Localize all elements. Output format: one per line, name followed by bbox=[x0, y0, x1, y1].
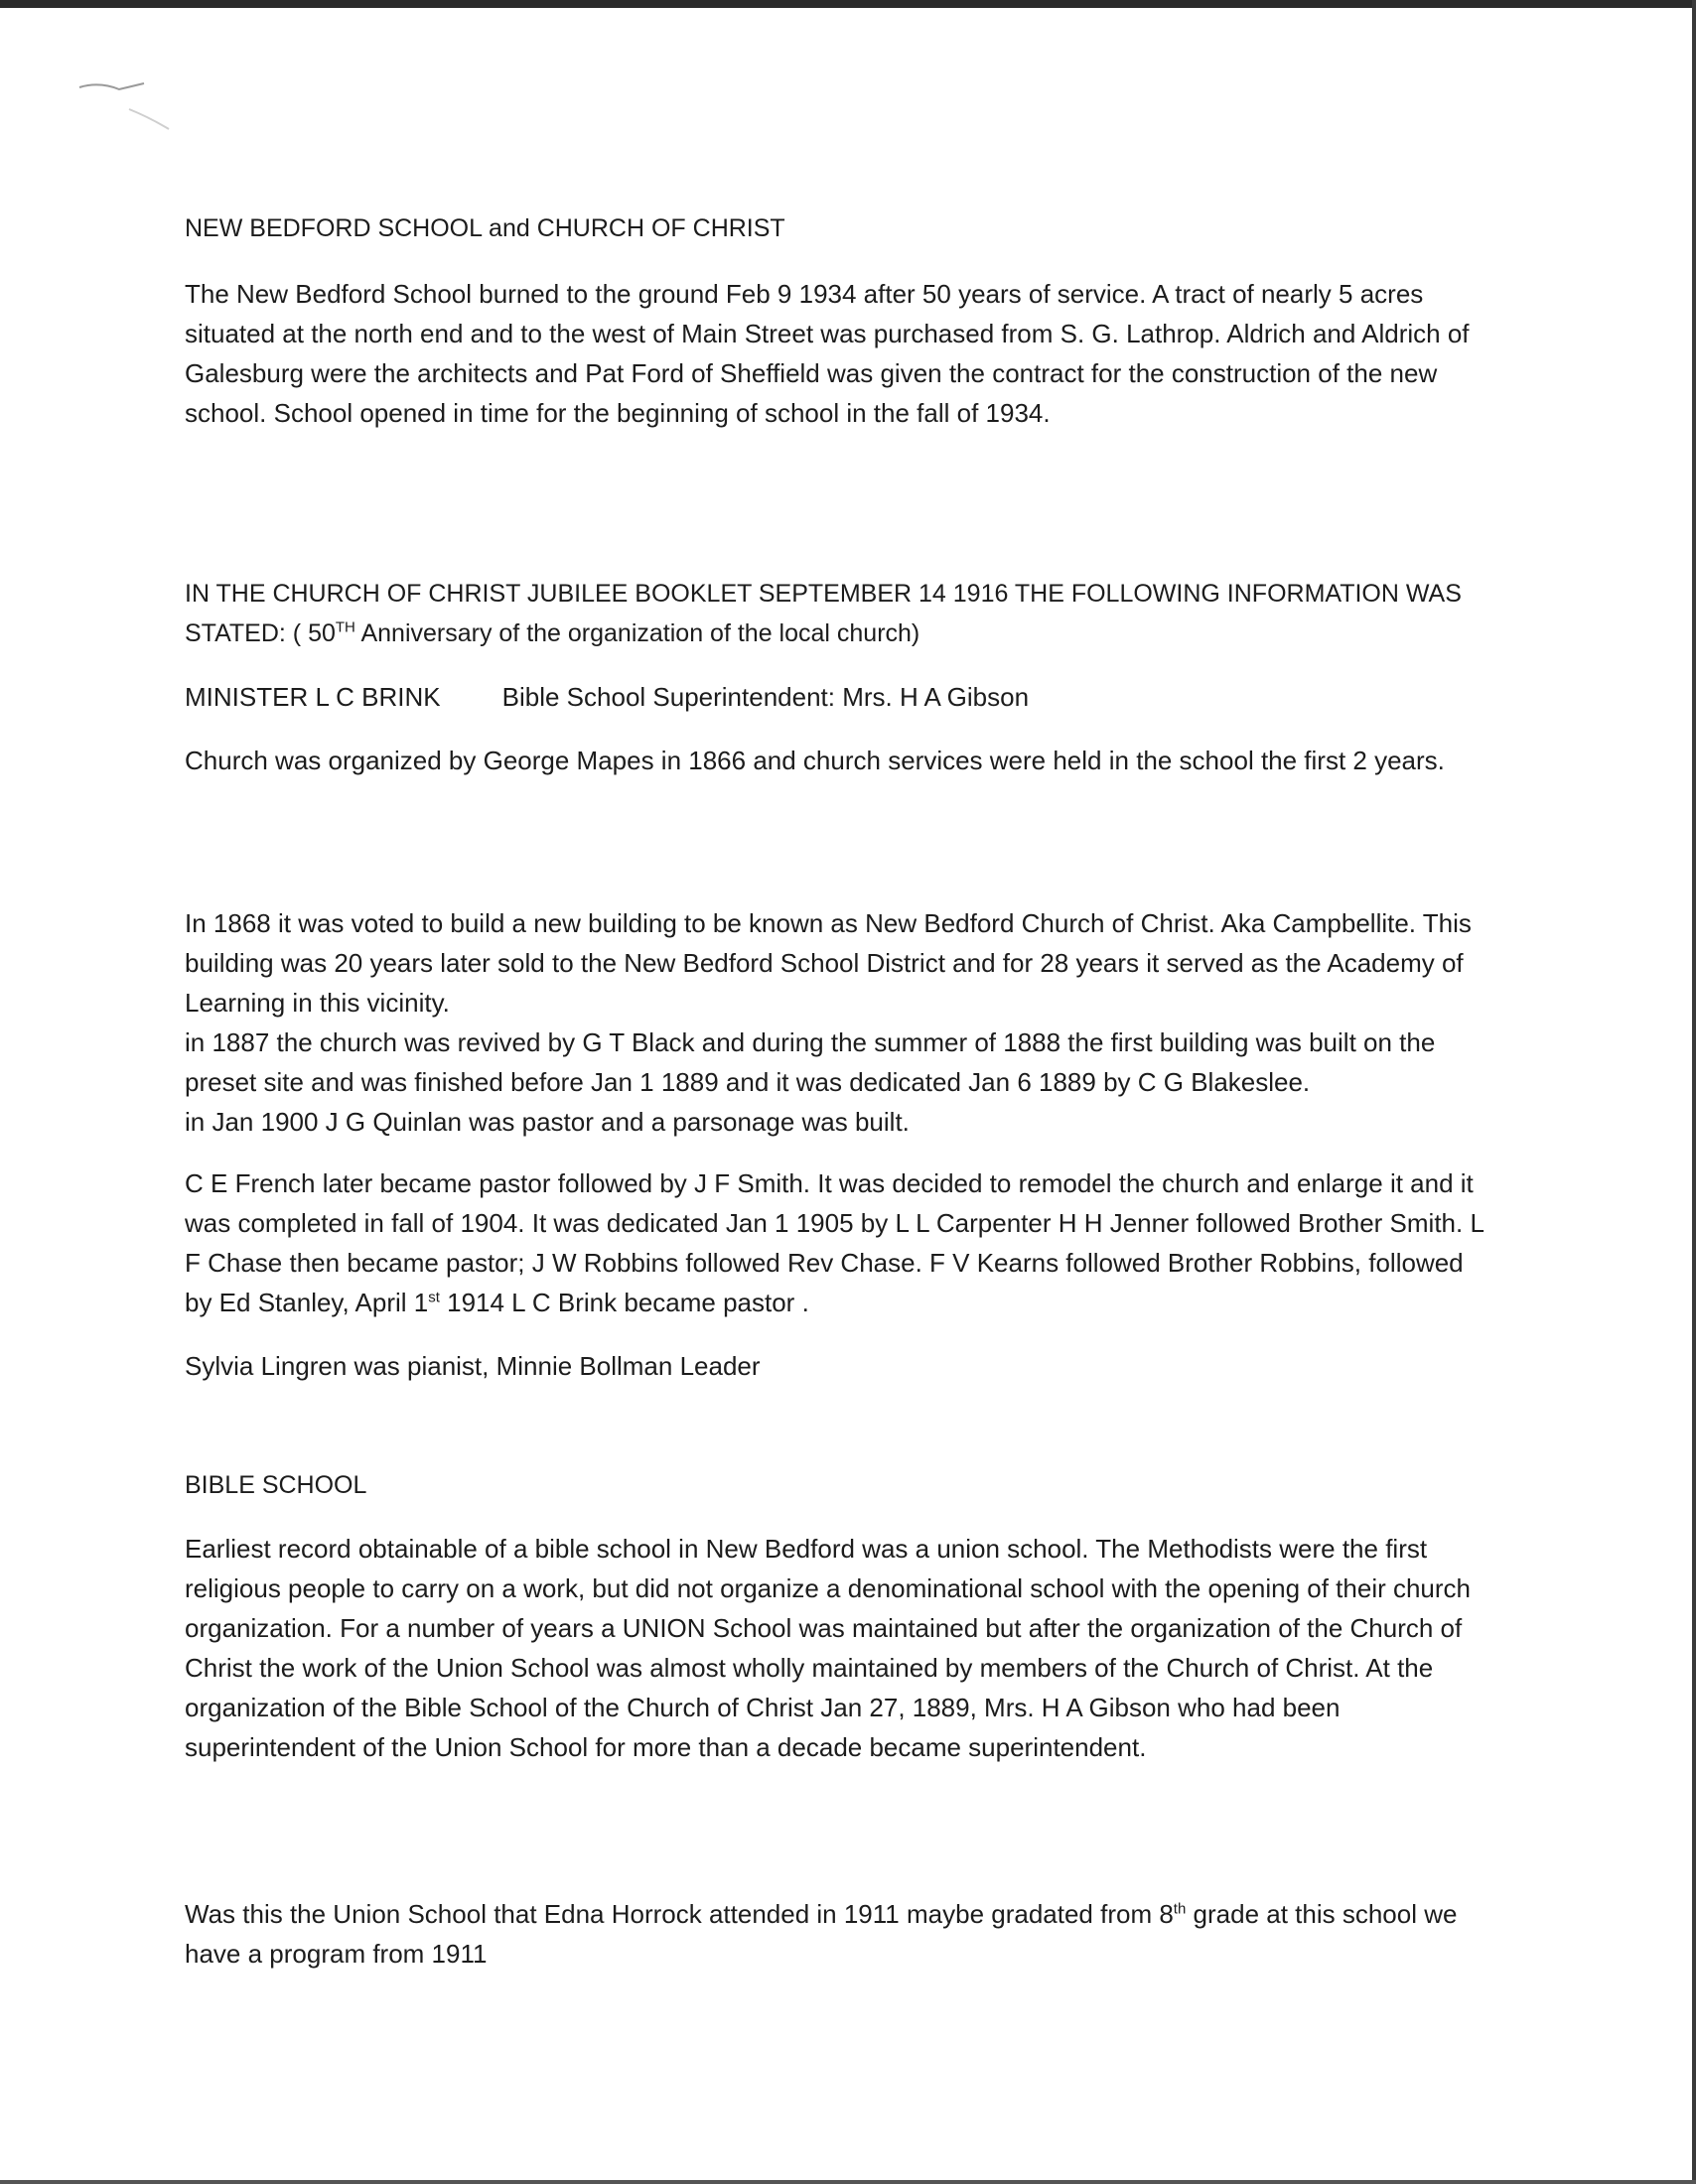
superscript: th bbox=[1173, 1900, 1187, 1918]
section-title: BIBLE SCHOOL bbox=[185, 1471, 367, 1499]
paragraph bbox=[185, 1894, 1476, 1974]
scan-right-edge bbox=[1692, 0, 1696, 2184]
paragraph-text: Was this the Union School that Edna Horrock attended in 1911 maybe gradated from 8 bbox=[185, 1899, 1174, 1929]
section-title: NEW BEDFORD SCHOOL and CHURCH OF CHRIST bbox=[185, 214, 785, 242]
superscript: TH bbox=[335, 618, 355, 636]
section-title bbox=[185, 574, 1485, 653]
scan-bottom-edge bbox=[0, 2180, 1696, 2184]
paragraph: in Jan 1900 J G Quinlan was pastor and a parsonage was built. bbox=[185, 1107, 910, 1137]
paragraph-text-end: grade at this school we have a program from 1911 bbox=[185, 1899, 1458, 1969]
title-text: IN THE CHURCH OF CHRIST JUBILEE BOOKLET SEPTEMBER 14 1916 THE FOLLOWING INFORMATION WAS STATED: ( 50 bbox=[185, 580, 1462, 647]
staple-mark-icon bbox=[70, 69, 189, 139]
scan-top-edge bbox=[0, 0, 1696, 8]
title-text-end: Anniversary of the organization of the local church) bbox=[354, 619, 920, 647]
paragraph: Church was organized by George Mapes in 1866 and church services were held in the school the first 2 years. bbox=[185, 746, 1445, 775]
minister-line bbox=[185, 677, 1029, 717]
superscript: st bbox=[428, 1289, 440, 1306]
paragraph-text: C E French later became pastor followed by J F Smith. It was decided to remodel the church and enlarge it and it was completed in fall of 1904. It was dedicated Jan 1 1905 by L L Carpenter H H Jenner followed Brother Smith. L F Chase then became pastor; J W Robbins followed Rev Chase. F V Kearns followed Brother Robbins, followed by Ed Stanley, April 1 bbox=[185, 1168, 1484, 1317]
paragraph: In 1868 it was voted to build a new building to be known as New Bedford Church of Christ. Aka Campbellite. This building was 20 years later sold to the New Bedford School District and for 28 years it served as the Academy of Learning in this vicinity. bbox=[185, 908, 1472, 1018]
paragraph bbox=[185, 1163, 1485, 1322]
paragraph: The New Bedford School burned to the ground Feb 9 1934 after 50 years of service. A tract of nearly 5 acres situated at the north end and to the west of Main Street was purchased from S. G. Lathrop. Aldrich and Aldrich of Galesburg were the architects and Pat Ford of Sheffield was given the contract for the construction of the new school. School opened in time for the beginning of school in the fall of 1934. bbox=[185, 279, 1470, 428]
superintendent-label: Bible School Superintendent: Mrs. H A Gibson bbox=[501, 682, 1030, 712]
paragraph: Sylvia Lingren was pianist, Minnie Bollman Leader bbox=[185, 1351, 761, 1381]
paragraph: Earliest record obtainable of a bible school in New Bedford was a union school. The Methodists were the first religious people to carry on a work, but did not organize a denominational school with the opening of their church organization. For a number of years a UNION School was maintained but after the organization of the Church of Christ the work of the Union School was almost wholly maintained by members of the Church of Christ. At the organization of the Bible School of the Church of Christ Jan 27, 1889, Mrs. H A Gibson who had been superintendent of the Union School for more than a decade became superintendent. bbox=[185, 1534, 1472, 1762]
minister-label: MINISTER L C BRINK bbox=[185, 682, 441, 712]
paragraph-text-end: 1914 L C Brink became pastor . bbox=[439, 1288, 809, 1317]
paragraph: in 1887 the church was revived by G T Black and during the summer of 1888 the first building was built on the preset site and was finished before Jan 1 1889 and it was dedicated Jan 6 1889 by C G Blakeslee. bbox=[185, 1027, 1436, 1097]
